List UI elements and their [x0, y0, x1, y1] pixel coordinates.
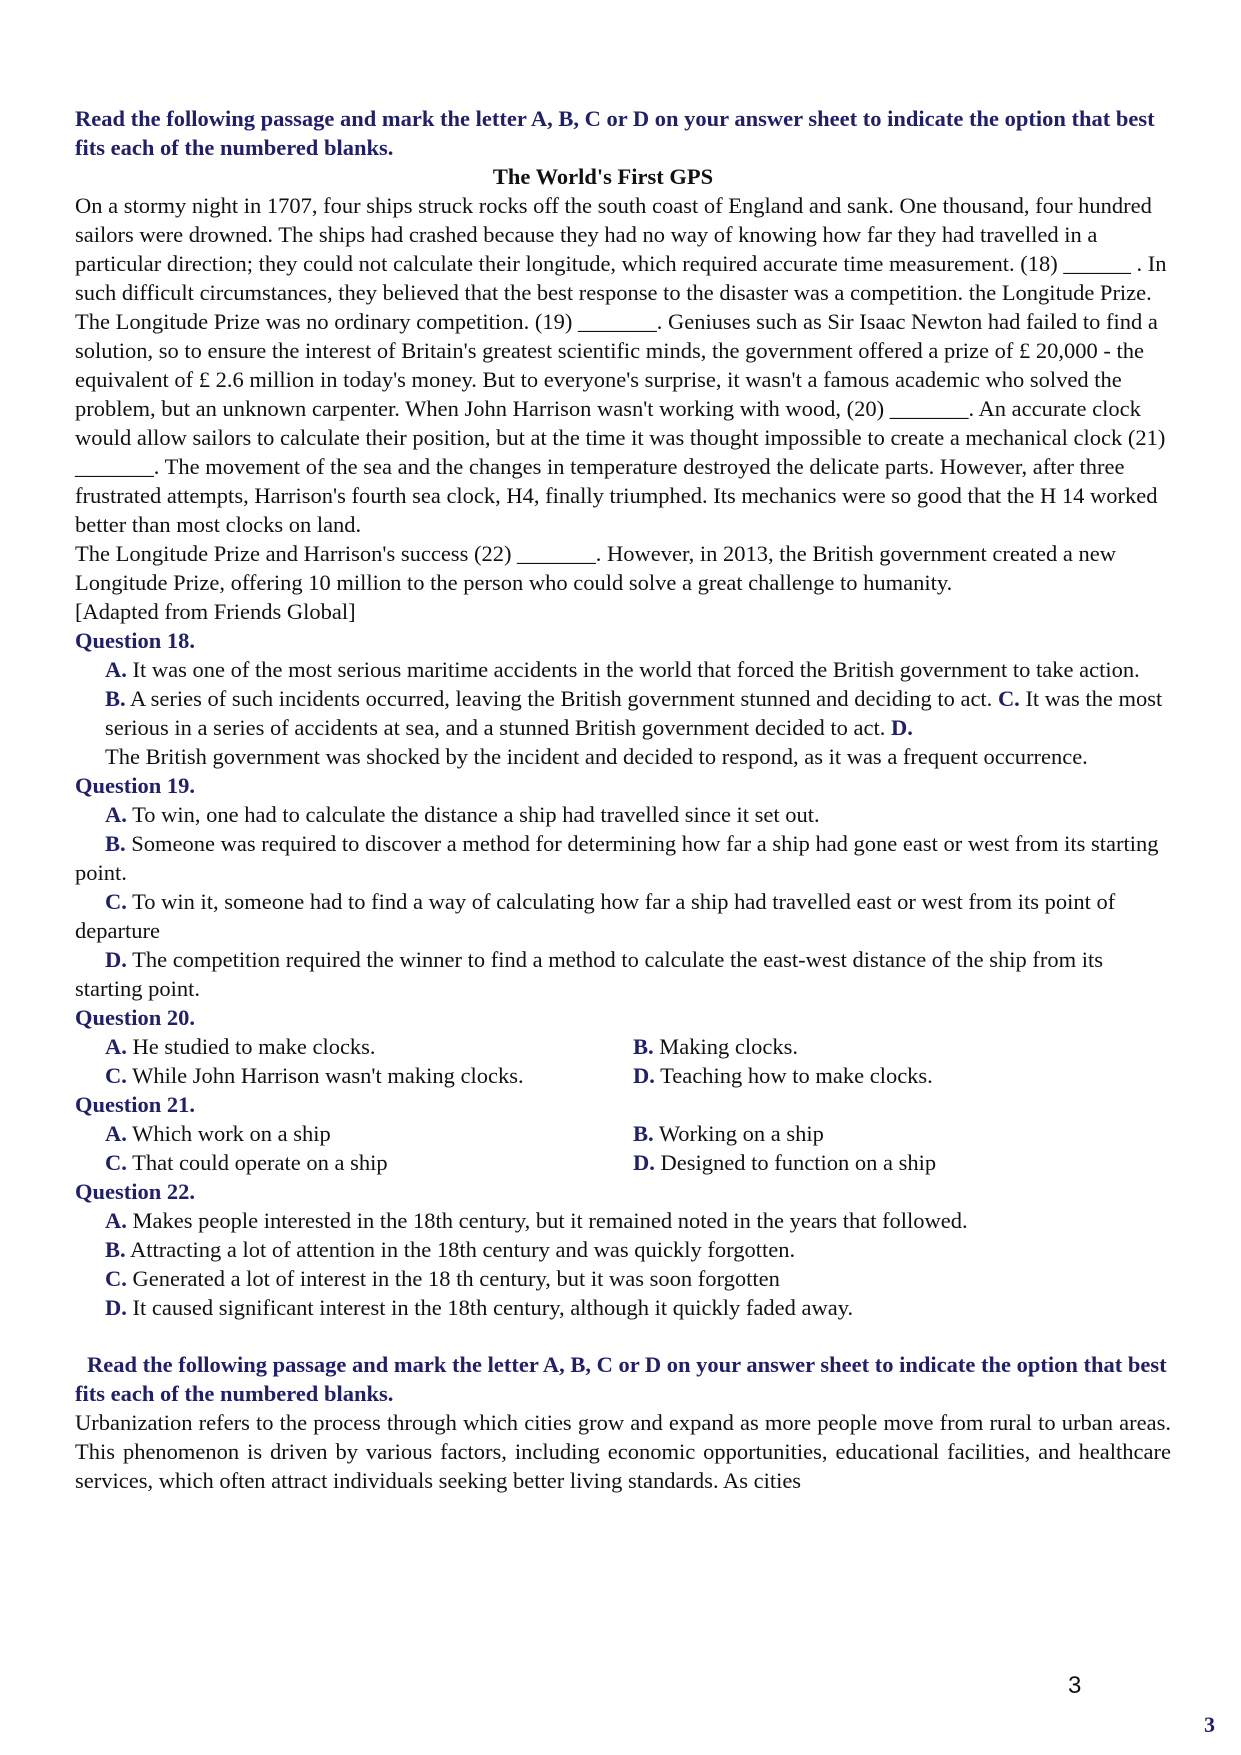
- question-21-label: Question 21.: [75, 1092, 196, 1117]
- option-text: Makes people interested in the 18th century, but it remained noted in the years that followed.: [132, 1208, 968, 1233]
- option-text: It was the most serious in a series of accidents at sea, and a stunned British government decided to act.: [105, 686, 1163, 740]
- option-letter: B.: [105, 1237, 126, 1262]
- page-number: 3: [1068, 1672, 1082, 1699]
- question-20-label: Question 20.: [75, 1005, 196, 1030]
- option-text: It was one of the most serious maritime accidents in the world that forced the British government to take action.: [132, 657, 1140, 682]
- question-22-label: Question 22.: [75, 1179, 196, 1204]
- option-text: It caused significant interest in the 18th century, although it quickly faded away.: [132, 1295, 854, 1320]
- option-letter: D.: [891, 715, 913, 740]
- option-letter: A.: [105, 802, 127, 827]
- passage-source: [Adapted from Friends Global]: [75, 599, 356, 624]
- option-text: Generated a lot of interest in the 18 th century, but it was soon forgotten: [132, 1266, 780, 1291]
- instruction-heading-2: Read the following passage and mark the letter A, B, C or D on your answer sheet to indicate the option that best fits each of the numbered blanks.: [75, 1352, 1167, 1406]
- option-letter: C.: [105, 1063, 127, 1088]
- option-letter: D.: [105, 1295, 127, 1320]
- option-letter: B.: [633, 1034, 654, 1059]
- option-letter: A.: [105, 1034, 127, 1059]
- option-text: Attracting a lot of attention in the 18th century and was quickly forgotten.: [130, 1237, 796, 1262]
- question-19-label: Question 19.: [75, 773, 196, 798]
- option-21-b[interactable]: [633, 1119, 1171, 1148]
- option-text: To win it, someone had to find a way of calculating how far a ship had travelled east or west from its point of departure: [75, 889, 1116, 943]
- document-page: [75, 104, 1171, 1495]
- option-18-a[interactable]: [75, 655, 1171, 684]
- passage-title: The World's First GPS: [492, 164, 714, 189]
- option-20-c[interactable]: [105, 1061, 633, 1090]
- option-text: To win, one had to calculate the distance a ship had travelled since it set out.: [132, 802, 820, 827]
- option-letter: C.: [105, 1150, 127, 1175]
- option-text: Making clocks.: [659, 1034, 798, 1059]
- option-text: The British government was shocked by the incident and decided to respond, as it was a frequent occurrence.: [105, 744, 1088, 769]
- option-18-d[interactable]: [75, 742, 1171, 771]
- option-20-a[interactable]: [105, 1032, 633, 1061]
- option-letter: A.: [105, 657, 127, 682]
- option-21-a[interactable]: [105, 1119, 633, 1148]
- passage-paragraph: The Longitude Prize was no ordinary competition. (19) _______. Geniuses such as Sir Isaac Newton had failed to find a solution, so to ensure the interest of Britain's greatest scientific minds, the government offered a prize of £ 20,000 - the equivalent of £ 2.6 million in today's money. But to everyone's surprise, it wasn't a famous academic who solved the problem, but an unknown carpenter. When John Harrison wasn't working with wood, (20) _______. An accurate clock would allow sailors to calculate their position, but at the time it was thought impossible to create a mechanical clock (21) _______. The movement of the sea and the changes in temperature destroyed the delicate parts. However, after three frustrated attempts, Harrison's fourth sea clock, H4, finally triumphed. Its mechanics were so good that the H 14 worked better than most clocks on land.: [75, 309, 1166, 537]
- question-18-label: Question 18.: [75, 628, 196, 653]
- option-text: That could operate on a ship: [132, 1150, 388, 1175]
- option-text: While John Harrison wasn't making clocks.: [132, 1063, 524, 1088]
- option-letter: B.: [105, 686, 126, 711]
- option-19-b[interactable]: [75, 829, 1171, 887]
- option-22-d[interactable]: [75, 1293, 1171, 1322]
- option-text: Someone was required to discover a method for determining how far a ship had gone east or west from its starting point.: [75, 831, 1159, 885]
- passage-paragraph: The Longitude Prize and Harrison's success (22) _______. However, in 2013, the British government created a new Longitude Prize, offering 10 million to the person who could solve a great challenge to humanity.: [75, 541, 1116, 595]
- option-18-d-letter-wrap[interactable]: [891, 715, 913, 740]
- instruction-heading: Read the following passage and mark the letter A, B, C or D on your answer sheet to indicate the option that best fits each of the numbered blanks.: [75, 106, 1155, 160]
- option-letter: A.: [105, 1208, 127, 1233]
- options-18-b-c: [75, 684, 1171, 742]
- option-text: He studied to make clocks.: [132, 1034, 376, 1059]
- option-22-b[interactable]: [75, 1235, 1171, 1264]
- option-22-a[interactable]: [75, 1206, 1171, 1235]
- options-grid-20: [75, 1032, 1171, 1090]
- option-21-d[interactable]: [633, 1148, 1171, 1177]
- page-number-corner: 3: [1204, 1712, 1215, 1737]
- option-letter: C.: [105, 889, 127, 914]
- option-letter: B.: [633, 1121, 654, 1146]
- option-letter: D.: [105, 947, 127, 972]
- option-21-c[interactable]: [105, 1148, 633, 1177]
- option-letter: A.: [105, 1121, 127, 1146]
- option-text: Which work on a ship: [132, 1121, 331, 1146]
- option-text: Designed to function on a ship: [660, 1150, 937, 1175]
- options-grid-21: [75, 1119, 1171, 1177]
- option-text: Teaching how to make clocks.: [660, 1063, 933, 1088]
- option-letter: D.: [633, 1150, 655, 1175]
- option-19-c[interactable]: [75, 887, 1171, 945]
- passage-paragraph: On a stormy night in 1707, four ships struck rocks off the south coast of England and sank. One thousand, four hundred sailors were drowned. The ships had crashed because they had no way of knowing how far they had travelled in a particular direction; they could not calculate their longitude, which required accurate time measurement. (18) ______ . In such difficult circumstances, they believed that the best response to the disaster was a competition. the Longitude Prize.: [75, 193, 1167, 305]
- option-text: Working on a ship: [658, 1121, 824, 1146]
- option-text: The competition required the winner to find a method to calculate the east-west distance of the ship from its starting point.: [75, 947, 1104, 1001]
- passage-2-paragraph: Urbanization refers to the process through which cities grow and expand as more people move from rural to urban areas. This phenomenon is driven by various factors, including economic opportunities, educational facilities, and healthcare services, which often attract individuals seeking better living standards. As cities: [75, 1410, 1171, 1493]
- option-20-b[interactable]: [633, 1032, 1171, 1061]
- option-letter: C.: [997, 686, 1020, 711]
- option-text: A series of such incidents occurred, leaving the British government stunned and deciding to act.: [130, 686, 993, 711]
- option-20-d[interactable]: [633, 1061, 1171, 1090]
- option-18-b[interactable]: [105, 686, 998, 711]
- option-19-a[interactable]: [75, 800, 1171, 829]
- option-letter: C.: [105, 1266, 127, 1291]
- option-letter: B.: [105, 831, 126, 856]
- option-letter: D.: [633, 1063, 655, 1088]
- option-19-d[interactable]: [75, 945, 1171, 1003]
- section-spacer: [75, 1322, 1171, 1350]
- option-22-c[interactable]: [75, 1264, 1171, 1293]
